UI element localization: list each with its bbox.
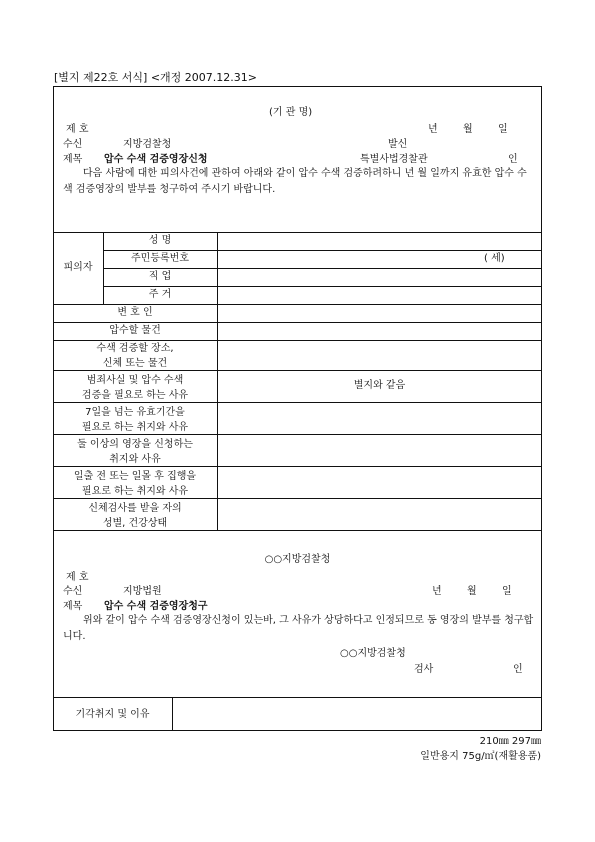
officer-title: 특별사법경찰관 (360, 154, 428, 165)
prosecutor-subject-label: 제목 (63, 601, 83, 612)
paper-spec: 일반용지 75g/㎡(재활용품) (420, 751, 541, 762)
row-label-lawyer: 변 호 인 (117, 307, 153, 318)
divider (53, 322, 542, 323)
suspect-id-label: 주민등록번호 (131, 253, 189, 264)
request-date-day: 일 (498, 124, 508, 135)
divider (172, 697, 173, 731)
prosecutor-office: ○○지방검찰청 (264, 554, 331, 565)
divider (53, 304, 542, 305)
rejection-label: 기각취지 및 이유 (75, 709, 150, 720)
divider (103, 286, 542, 287)
row-label-crime-facts: 범죄사실 및 압수 수색 검증을 필요로 하는 사유 (81, 375, 189, 401)
suspect-name-label: 성 명 (148, 235, 172, 246)
prosecutor-office-sign: ○○지방검찰청 (340, 648, 406, 659)
prosecutor-body: 위와 같이 압수 수색 검증영장신청이 있는바, 그 사유가 상당하다고 인정되므로 동 영장의 발부를 청구합니다. (63, 615, 534, 642)
prosecutor-number-label: 제 호 (66, 572, 89, 583)
divider (53, 697, 542, 698)
request-date-year: 년 (428, 124, 438, 135)
suspect-age-suffix: ( 세) (484, 253, 505, 264)
request-body: 다음 사람에 대한 피의사건에 관하여 아래와 같이 압수 수색 검증하려하니 년 월 일까지 유효한 압수 수색 검증영장의 발부를 청구하여 주시기 바랍니다. (63, 168, 527, 195)
row-label-items: 압수할 물건 (109, 325, 161, 336)
row-label-places: 수색 검증할 장소, 신체 또는 물건 (96, 343, 174, 369)
paper-size: 210㎜ 297㎜ (479, 736, 541, 747)
suspect-group-label: 피의자 (63, 262, 93, 273)
form-number-label: [별지 제22호 서식] <개정 2007.12.31> (54, 71, 257, 84)
prosecutor-recipient: 지방법원 (123, 586, 162, 597)
request-recipient: 지방검찰청 (123, 139, 172, 150)
request-date-month: 월 (463, 124, 473, 135)
prosecutor-date-month: 월 (467, 586, 477, 597)
divider (103, 250, 542, 251)
row-label-multiple: 둘 이상의 영장을 신청하는 취지와 사유 (77, 439, 193, 465)
prosecutor-date-day: 일 (502, 586, 512, 597)
divider (53, 232, 542, 233)
request-subject: 압수 수색 검증영장신청 (104, 154, 208, 165)
prosecutor-seal: 인 (513, 664, 523, 675)
officer-seal: 인 (508, 154, 518, 165)
prosecutor-date-year: 년 (432, 586, 442, 597)
request-number-label: 제 호 (66, 124, 89, 135)
request-sender-label: 발신 (388, 139, 408, 150)
row-label-night: 일출 전 또는 일몰 후 집행을 필요로 하는 취지와 사유 (73, 471, 197, 497)
request-subject-label: 제목 (63, 154, 83, 165)
suspect-address-label: 주 거 (148, 289, 172, 300)
row-value-crime-facts: 별지와 같음 (353, 380, 406, 391)
agency-placeholder: (기 관 명) (269, 107, 313, 118)
suspect-job-label: 직 업 (148, 271, 172, 282)
divider (103, 268, 542, 269)
row-label-body-exam: 신체검사를 받을 자의 성별, 건강상태 (88, 503, 182, 529)
prosecutor-subject: 압수 수색 검증영장청구 (104, 601, 208, 612)
row-label-validity: 7일을 넘는 유효기간을 필요로 하는 취지와 사유 (81, 407, 189, 433)
request-recipient-label: 수신 (63, 139, 83, 150)
prosecutor-recipient-label: 수신 (63, 586, 83, 597)
prosecutor-label: 검사 (414, 664, 434, 675)
